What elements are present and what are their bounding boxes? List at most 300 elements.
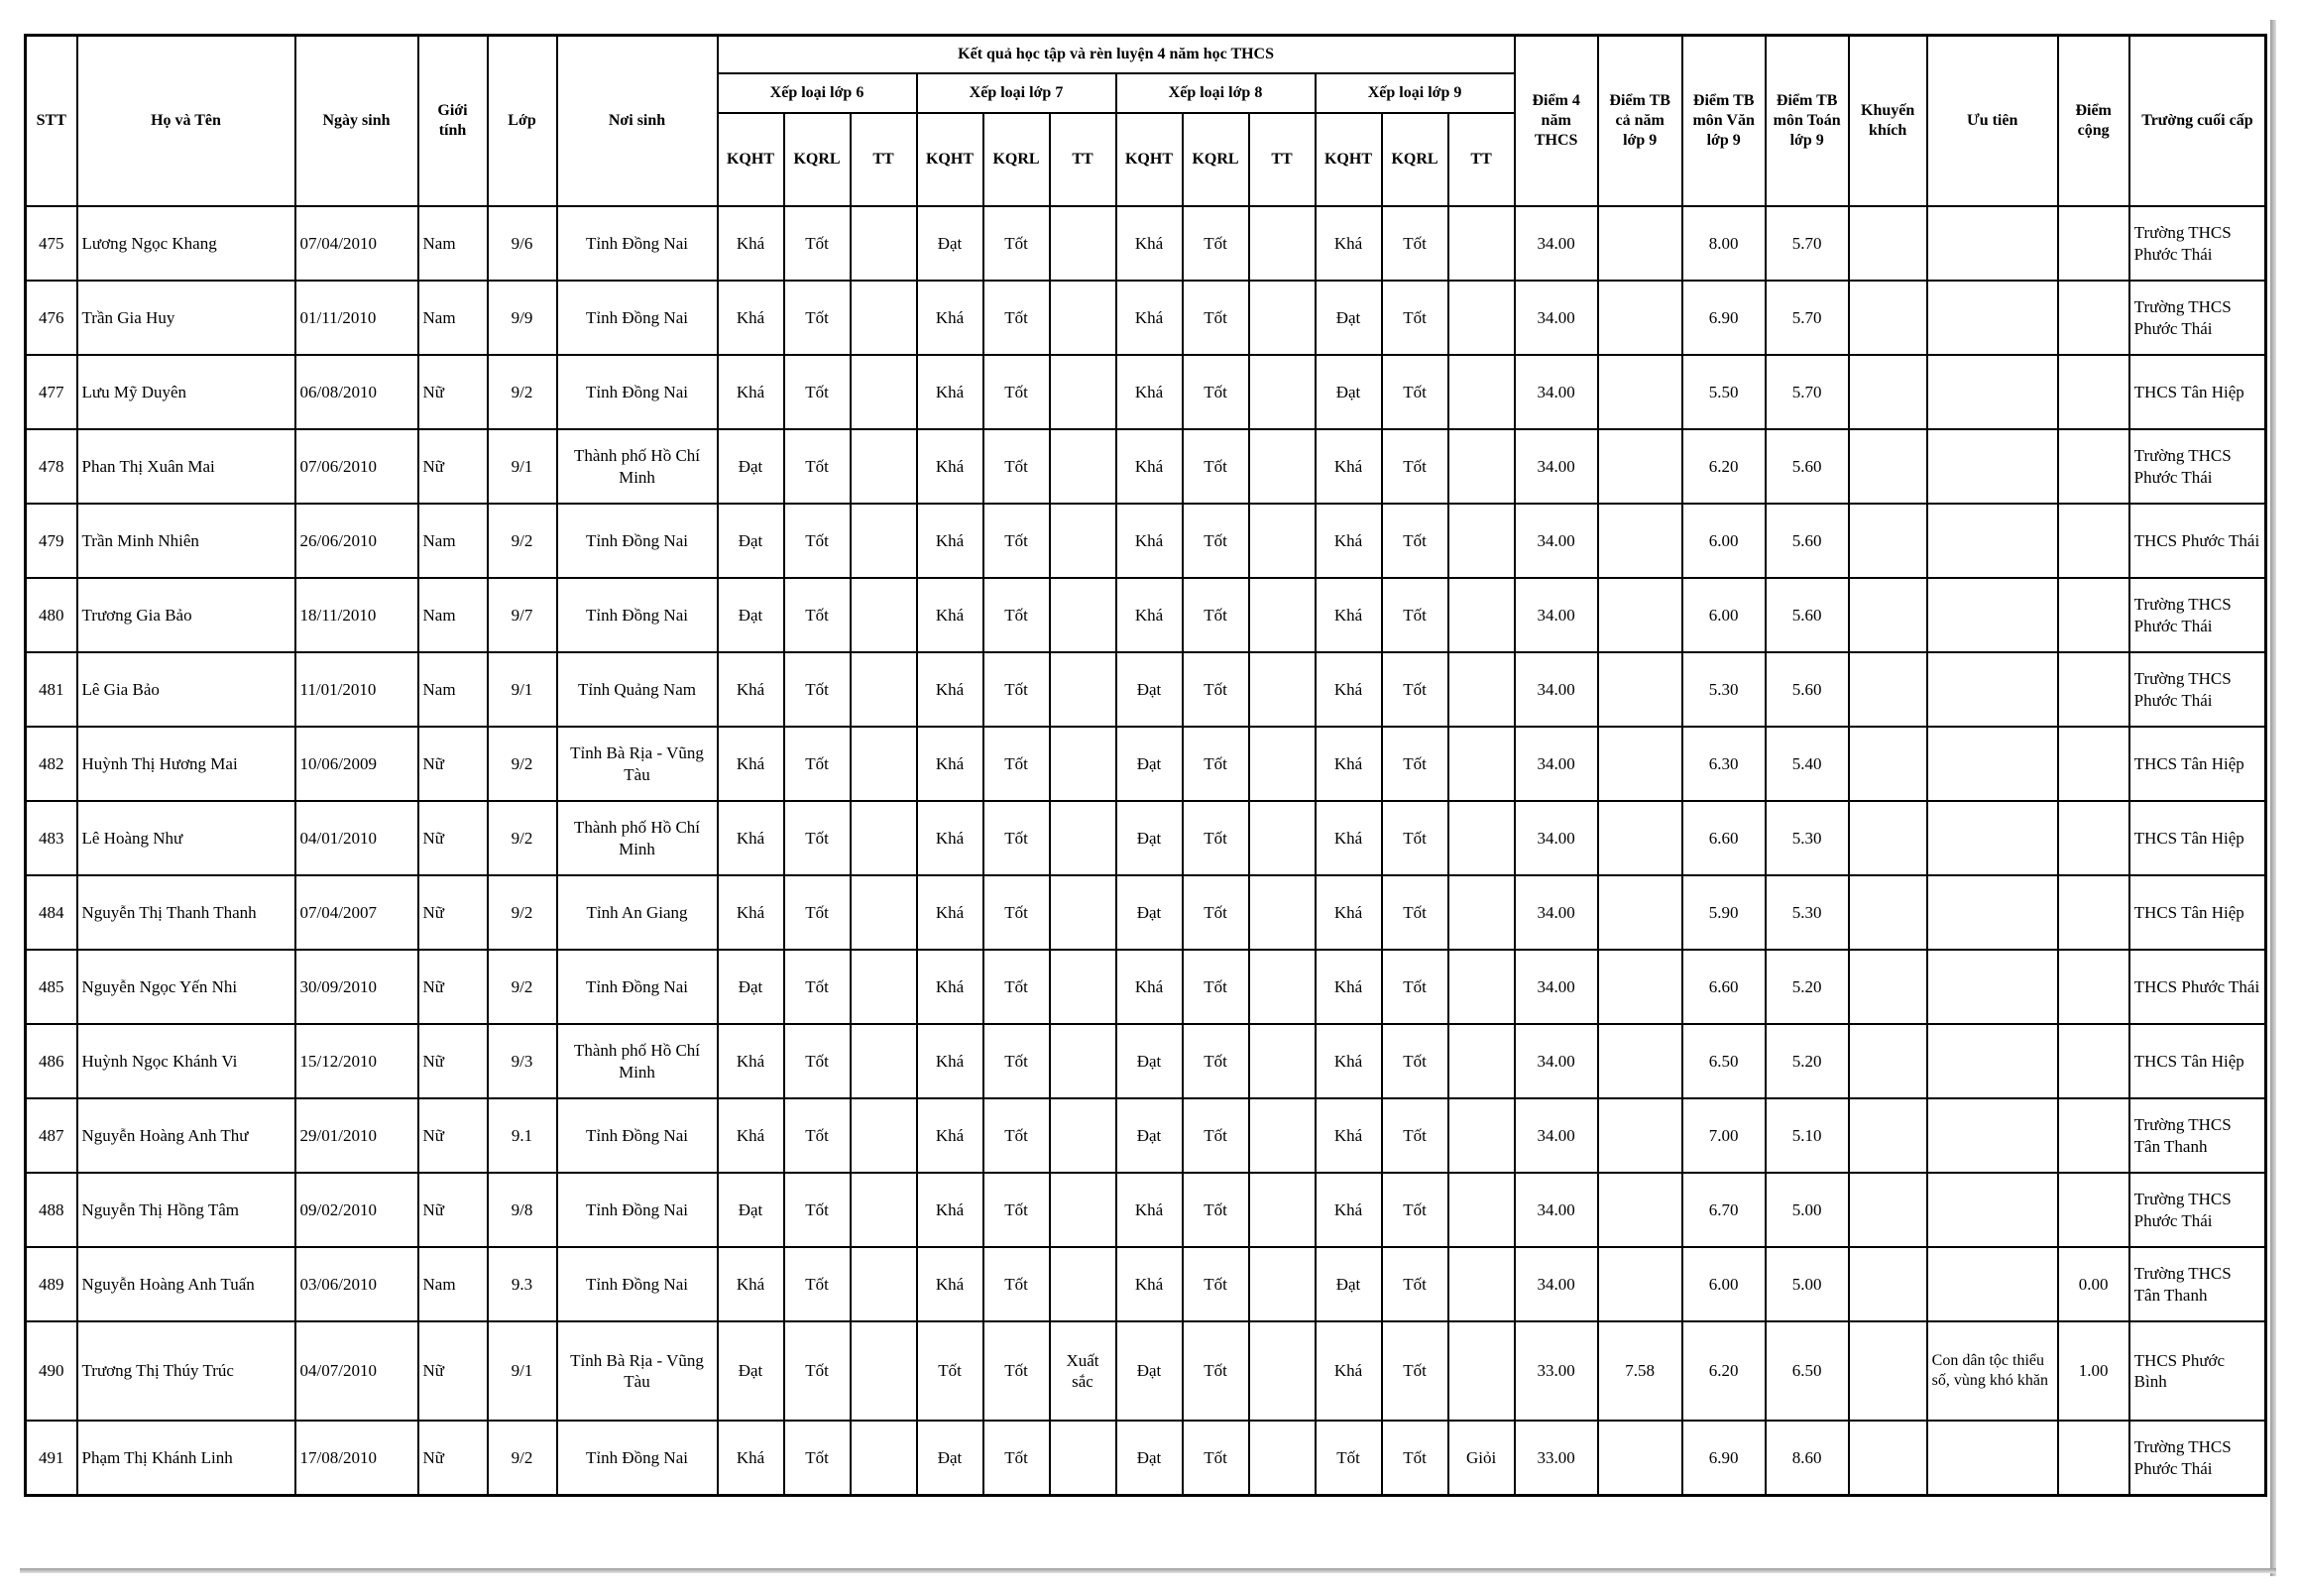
cell-bonus	[2058, 1421, 2129, 1496]
cell-g6-tt	[851, 801, 917, 875]
cell-g8-kqrl: Tốt	[1183, 1421, 1249, 1496]
cell-priority	[1927, 801, 2058, 875]
cell-g6-kqrl: Tốt	[784, 429, 851, 504]
cell-priority	[1927, 1098, 2058, 1173]
cell-priority	[1927, 1024, 2058, 1098]
cell-g9-kqht: Khá	[1316, 727, 1382, 801]
cell-birthplace: Tỉnh Bà Rịa - Vũng Tàu	[557, 727, 718, 801]
cell-g6-kqht: Khá	[718, 1421, 784, 1496]
cell-avg9	[1598, 1173, 1682, 1247]
cell-g7-kqht: Khá	[917, 504, 983, 578]
cell-class: 9/2	[488, 801, 557, 875]
cell-lit9: 7.00	[1682, 1098, 1766, 1173]
col-g9-tt: TT	[1448, 113, 1515, 206]
cell-g9-tt	[1448, 1321, 1515, 1421]
cell-g6-kqrl: Tốt	[784, 1421, 851, 1496]
cell-name: Huỳnh Ngọc Khánh Vi	[77, 1024, 295, 1098]
cell-birthplace: Tỉnh Đồng Nai	[557, 1173, 718, 1247]
cell-g7-kqht: Khá	[917, 1098, 983, 1173]
cell-g9-kqrl: Tốt	[1382, 801, 1448, 875]
cell-g6-kqrl: Tốt	[784, 1098, 851, 1173]
cell-g7-kqrl: Tốt	[983, 652, 1050, 727]
cell-bonus	[2058, 281, 2129, 355]
cell-g8-kqht: Khá	[1116, 429, 1183, 504]
cell-g9-kqrl: Tốt	[1382, 206, 1448, 281]
cell-g9-kqrl: Tốt	[1382, 1421, 1448, 1496]
table-row	[26, 1173, 2266, 1247]
cell-encourage	[1849, 578, 1927, 652]
cell-birthplace: Tỉnh Bà Rịa - Vũng Tàu	[557, 1321, 718, 1421]
cell-g7-kqht: Khá	[917, 1024, 983, 1098]
cell-stt: 481	[26, 652, 77, 727]
cell-g8-tt	[1249, 206, 1316, 281]
cell-g6-tt	[851, 875, 917, 950]
cell-avg9	[1598, 281, 1682, 355]
cell-name: Lương Ngọc Khang	[77, 206, 295, 281]
cell-score4: 33.00	[1515, 1421, 1598, 1496]
table-row	[26, 355, 2266, 429]
cell-g7-tt	[1050, 1024, 1116, 1098]
cell-dob: 01/11/2010	[295, 281, 418, 355]
table-row	[26, 652, 2266, 727]
cell-class: 9/3	[488, 1024, 557, 1098]
table-row	[26, 281, 2266, 355]
cell-class: 9.1	[488, 1098, 557, 1173]
cell-g6-tt	[851, 281, 917, 355]
cell-g9-tt	[1448, 281, 1515, 355]
cell-g7-kqrl: Tốt	[983, 1321, 1050, 1421]
col-g9-kqht: KQHT	[1316, 113, 1382, 206]
cell-encourage	[1849, 355, 1927, 429]
cell-g6-kqrl: Tốt	[784, 801, 851, 875]
col-school: Trường cuối cấp	[2129, 36, 2266, 207]
cell-g9-tt	[1448, 1173, 1515, 1247]
table-row	[26, 727, 2266, 801]
cell-g8-kqht: Đạt	[1116, 1321, 1183, 1421]
cell-dob: 30/09/2010	[295, 950, 418, 1024]
cell-encourage	[1849, 727, 1927, 801]
cell-school: Trường THCS Phước Thái	[2129, 206, 2266, 281]
cell-avg9	[1598, 1421, 1682, 1496]
cell-bonus	[2058, 875, 2129, 950]
cell-gender: Nữ	[418, 1321, 488, 1421]
cell-stt: 478	[26, 429, 77, 504]
cell-lit9: 6.30	[1682, 727, 1766, 801]
cell-name: Trần Minh Nhiên	[77, 504, 295, 578]
cell-g7-kqrl: Tốt	[983, 950, 1050, 1024]
cell-g8-kqrl: Tốt	[1183, 355, 1249, 429]
cell-bonus: 0.00	[2058, 1247, 2129, 1321]
cell-avg9	[1598, 1247, 1682, 1321]
cell-stt: 479	[26, 504, 77, 578]
cell-name: Nguyễn Hoàng Anh Thư	[77, 1098, 295, 1173]
col-grade6: Xếp loại lớp 6	[718, 73, 917, 113]
cell-lit9: 6.20	[1682, 429, 1766, 504]
cell-g8-kqht: Khá	[1116, 1173, 1183, 1247]
cell-stt: 482	[26, 727, 77, 801]
cell-dob: 26/06/2010	[295, 504, 418, 578]
col-name: Họ và Tên	[77, 36, 295, 207]
cell-g6-tt	[851, 206, 917, 281]
cell-gender: Nữ	[418, 429, 488, 504]
cell-lit9: 5.30	[1682, 652, 1766, 727]
cell-g6-kqht: Đạt	[718, 1173, 784, 1247]
cell-g7-kqht: Khá	[917, 1173, 983, 1247]
table-row	[26, 429, 2266, 504]
cell-g9-kqht: Khá	[1316, 801, 1382, 875]
cell-g6-tt	[851, 1321, 917, 1421]
cell-bonus	[2058, 504, 2129, 578]
cell-class: 9/6	[488, 206, 557, 281]
cell-bonus	[2058, 1173, 2129, 1247]
col-g6-kqht: KQHT	[718, 113, 784, 206]
cell-g8-kqht: Khá	[1116, 281, 1183, 355]
cell-g8-tt	[1249, 1024, 1316, 1098]
cell-g9-kqht: Khá	[1316, 504, 1382, 578]
cell-birthplace: Tỉnh Quảng Nam	[557, 652, 718, 727]
cell-g6-kqrl: Tốt	[784, 652, 851, 727]
cell-g7-tt	[1050, 727, 1116, 801]
col-avg9: Điểm TB cả năm lớp 9	[1598, 36, 1682, 207]
cell-g7-kqrl: Tốt	[983, 875, 1050, 950]
cell-g6-kqht: Đạt	[718, 504, 784, 578]
cell-encourage	[1849, 281, 1927, 355]
cell-birthplace: Thành phố Hồ Chí Minh	[557, 429, 718, 504]
cell-gender: Nam	[418, 1247, 488, 1321]
cell-g6-tt	[851, 578, 917, 652]
cell-g8-tt	[1249, 1421, 1316, 1496]
cell-encourage	[1849, 652, 1927, 727]
cell-score4: 34.00	[1515, 281, 1598, 355]
cell-math9: 5.70	[1766, 281, 1849, 355]
col-g8-kqrl: KQRL	[1183, 113, 1249, 206]
cell-g7-tt	[1050, 355, 1116, 429]
cell-name: Lê Hoàng Như	[77, 801, 295, 875]
cell-g9-kqrl: Tốt	[1382, 727, 1448, 801]
cell-g7-tt	[1050, 206, 1116, 281]
cell-school: THCS Tân Hiệp	[2129, 1024, 2266, 1098]
table-header	[26, 36, 2266, 207]
cell-school: THCS Phước Thái	[2129, 950, 2266, 1024]
table-body	[26, 206, 2266, 1496]
cell-g7-tt	[1050, 578, 1116, 652]
cell-name: Trần Gia Huy	[77, 281, 295, 355]
cell-priority	[1927, 652, 2058, 727]
cell-priority: Con dân tộc thiểu số, vùng khó khăn	[1927, 1321, 2058, 1421]
cell-g9-kqht: Khá	[1316, 875, 1382, 950]
cell-bonus	[2058, 801, 2129, 875]
cell-avg9	[1598, 652, 1682, 727]
cell-g8-tt	[1249, 1247, 1316, 1321]
cell-g6-kqht: Khá	[718, 1247, 784, 1321]
results-table	[24, 34, 2267, 1497]
cell-g9-kqrl: Tốt	[1382, 875, 1448, 950]
cell-stt: 489	[26, 1247, 77, 1321]
cell-g8-tt	[1249, 429, 1316, 504]
cell-g9-tt	[1448, 652, 1515, 727]
col-grade7: Xếp loại lớp 7	[917, 73, 1116, 113]
cell-g9-tt	[1448, 578, 1515, 652]
cell-class: 9.3	[488, 1247, 557, 1321]
cell-dob: 04/07/2010	[295, 1321, 418, 1421]
cell-g9-tt	[1448, 875, 1515, 950]
cell-encourage	[1849, 429, 1927, 504]
cell-g9-kqrl: Tốt	[1382, 950, 1448, 1024]
cell-g8-kqrl: Tốt	[1183, 429, 1249, 504]
cell-school: THCS Tân Hiệp	[2129, 727, 2266, 801]
table-row	[26, 950, 2266, 1024]
cell-g6-kqht: Khá	[718, 281, 784, 355]
cell-g6-tt	[851, 727, 917, 801]
cell-dob: 06/08/2010	[295, 355, 418, 429]
cell-bonus	[2058, 206, 2129, 281]
cell-gender: Nữ	[418, 355, 488, 429]
table-row	[26, 1247, 2266, 1321]
cell-avg9	[1598, 875, 1682, 950]
cell-bonus	[2058, 578, 2129, 652]
cell-g6-kqrl: Tốt	[784, 727, 851, 801]
cell-g7-kqht: Tốt	[917, 1321, 983, 1421]
cell-encourage	[1849, 1098, 1927, 1173]
cell-g6-kqrl: Tốt	[784, 355, 851, 429]
cell-school: THCS Tân Hiệp	[2129, 355, 2266, 429]
cell-g7-kqht: Khá	[917, 950, 983, 1024]
cell-birthplace: Tỉnh Đồng Nai	[557, 281, 718, 355]
cell-g8-kqht: Đạt	[1116, 801, 1183, 875]
cell-lit9: 6.00	[1682, 578, 1766, 652]
cell-avg9	[1598, 801, 1682, 875]
col-dob: Ngày sinh	[295, 36, 418, 207]
table-row	[26, 1321, 2266, 1421]
cell-g9-kqht: Khá	[1316, 652, 1382, 727]
cell-g7-kqrl: Tốt	[983, 355, 1050, 429]
col-lit9: Điểm TB môn Văn lớp 9	[1682, 36, 1766, 207]
cell-school: THCS Phước Bình	[2129, 1321, 2266, 1421]
cell-g8-tt	[1249, 950, 1316, 1024]
cell-avg9	[1598, 504, 1682, 578]
cell-school: Trường THCS Phước Thái	[2129, 578, 2266, 652]
cell-lit9: 6.00	[1682, 1247, 1766, 1321]
cell-birthplace: Tỉnh Đồng Nai	[557, 1098, 718, 1173]
cell-priority	[1927, 950, 2058, 1024]
cell-encourage	[1849, 1321, 1927, 1421]
cell-gender: Nữ	[418, 950, 488, 1024]
cell-g7-kqht: Khá	[917, 1247, 983, 1321]
cell-gender: Nữ	[418, 1098, 488, 1173]
cell-g8-kqrl: Tốt	[1183, 950, 1249, 1024]
cell-math9: 6.50	[1766, 1321, 1849, 1421]
cell-g7-tt	[1050, 875, 1116, 950]
cell-bonus	[2058, 950, 2129, 1024]
cell-g8-kqrl: Tốt	[1183, 206, 1249, 281]
cell-school: Trường THCS Phước Thái	[2129, 1421, 2266, 1496]
cell-g8-kqrl: Tốt	[1183, 281, 1249, 355]
cell-stt: 484	[26, 875, 77, 950]
cell-g7-kqrl: Tốt	[983, 1173, 1050, 1247]
cell-school: THCS Phước Thái	[2129, 504, 2266, 578]
cell-encourage	[1849, 950, 1927, 1024]
cell-g7-kqrl: Tốt	[983, 1098, 1050, 1173]
cell-name: Nguyễn Thị Thanh Thanh	[77, 875, 295, 950]
cell-score4: 34.00	[1515, 206, 1598, 281]
cell-g6-kqrl: Tốt	[784, 1173, 851, 1247]
cell-school: Trường THCS Tân Thanh	[2129, 1098, 2266, 1173]
cell-g8-tt	[1249, 504, 1316, 578]
cell-birthplace: Tỉnh Đồng Nai	[557, 206, 718, 281]
cell-score4: 34.00	[1515, 578, 1598, 652]
cell-dob: 04/01/2010	[295, 801, 418, 875]
cell-stt: 490	[26, 1321, 77, 1421]
cell-g9-kqht: Khá	[1316, 1173, 1382, 1247]
cell-g6-kqrl: Tốt	[784, 206, 851, 281]
cell-g8-tt	[1249, 281, 1316, 355]
cell-g8-kqht: Khá	[1116, 504, 1183, 578]
col-grade8: Xếp loại lớp 8	[1116, 73, 1316, 113]
cell-g7-kqht: Khá	[917, 801, 983, 875]
cell-lit9: 6.60	[1682, 801, 1766, 875]
cell-school: Trường THCS Tân Thanh	[2129, 1247, 2266, 1321]
cell-g7-kqrl: Tốt	[983, 504, 1050, 578]
cell-g6-tt	[851, 950, 917, 1024]
cell-gender: Nữ	[418, 801, 488, 875]
table-row	[26, 801, 2266, 875]
cell-g7-kqrl: Tốt	[983, 1247, 1050, 1321]
cell-g8-kqht: Đạt	[1116, 1421, 1183, 1496]
cell-g8-kqrl: Tốt	[1183, 875, 1249, 950]
cell-stt: 487	[26, 1098, 77, 1173]
cell-class: 9/1	[488, 1321, 557, 1421]
cell-encourage	[1849, 801, 1927, 875]
cell-g6-kqrl: Tốt	[784, 578, 851, 652]
cell-priority	[1927, 206, 2058, 281]
cell-g8-kqrl: Tốt	[1183, 1098, 1249, 1173]
table-row	[26, 504, 2266, 578]
cell-birthplace: Thành phố Hồ Chí Minh	[557, 801, 718, 875]
cell-g6-kqht: Đạt	[718, 578, 784, 652]
cell-g9-kqrl: Tốt	[1382, 1247, 1448, 1321]
cell-avg9	[1598, 950, 1682, 1024]
col-class: Lớp	[488, 36, 557, 207]
col-score4: Điểm 4 năm THCS	[1515, 36, 1598, 207]
cell-g8-kqrl: Tốt	[1183, 1321, 1249, 1421]
cell-g9-kqht: Khá	[1316, 1024, 1382, 1098]
cell-encourage	[1849, 1247, 1927, 1321]
cell-priority	[1927, 355, 2058, 429]
col-g6-kqrl: KQRL	[784, 113, 851, 206]
cell-score4: 34.00	[1515, 355, 1598, 429]
cell-g7-kqrl: Tốt	[983, 1024, 1050, 1098]
cell-name: Phan Thị Xuân Mai	[77, 429, 295, 504]
cell-g9-kqrl: Tốt	[1382, 1098, 1448, 1173]
col-gender: Giới tính	[418, 36, 488, 207]
cell-birthplace: Tỉnh An Giang	[557, 875, 718, 950]
cell-stt: 475	[26, 206, 77, 281]
document-page	[24, 34, 2264, 1560]
cell-g9-tt	[1448, 1098, 1515, 1173]
cell-gender: Nam	[418, 578, 488, 652]
col-encourage: Khuyến khích	[1849, 36, 1927, 207]
cell-g9-tt	[1448, 206, 1515, 281]
col-g8-tt: TT	[1249, 113, 1316, 206]
cell-g7-tt	[1050, 1098, 1116, 1173]
cell-gender: Nam	[418, 206, 488, 281]
cell-school: Trường THCS Phước Thái	[2129, 281, 2266, 355]
cell-birthplace: Tỉnh Đồng Nai	[557, 1247, 718, 1321]
cell-g7-kqrl: Tốt	[983, 281, 1050, 355]
cell-g9-tt	[1448, 429, 1515, 504]
cell-math9: 5.60	[1766, 578, 1849, 652]
cell-g7-kqrl: Tốt	[983, 206, 1050, 281]
cell-priority	[1927, 429, 2058, 504]
cell-score4: 34.00	[1515, 652, 1598, 727]
cell-g8-kqrl: Tốt	[1183, 1173, 1249, 1247]
cell-g7-tt	[1050, 504, 1116, 578]
cell-lit9: 6.90	[1682, 281, 1766, 355]
cell-encourage	[1849, 875, 1927, 950]
cell-g8-kqht: Đạt	[1116, 875, 1183, 950]
cell-g8-kqht: Khá	[1116, 950, 1183, 1024]
cell-g6-kqrl: Tốt	[784, 281, 851, 355]
cell-g8-kqht: Đạt	[1116, 652, 1183, 727]
cell-g9-kqht: Khá	[1316, 950, 1382, 1024]
cell-g7-tt	[1050, 950, 1116, 1024]
cell-g6-kqrl: Tốt	[784, 504, 851, 578]
cell-encourage	[1849, 504, 1927, 578]
cell-birthplace: Tỉnh Đồng Nai	[557, 578, 718, 652]
cell-g9-tt	[1448, 1024, 1515, 1098]
cell-g9-tt	[1448, 355, 1515, 429]
cell-g6-kqht: Khá	[718, 1024, 784, 1098]
cell-g9-kqrl: Tốt	[1382, 578, 1448, 652]
cell-g8-kqht: Khá	[1116, 1247, 1183, 1321]
cell-stt: 477	[26, 355, 77, 429]
col-birthplace: Nơi sinh	[557, 36, 718, 207]
page-shadow-bottom	[20, 1568, 2276, 1573]
col-g8-kqht: KQHT	[1116, 113, 1183, 206]
cell-g7-kqht: Khá	[917, 652, 983, 727]
cell-bonus	[2058, 652, 2129, 727]
cell-g7-tt	[1050, 429, 1116, 504]
cell-score4: 34.00	[1515, 1247, 1598, 1321]
cell-name: Lưu Mỹ Duyên	[77, 355, 295, 429]
cell-priority	[1927, 875, 2058, 950]
cell-dob: 15/12/2010	[295, 1024, 418, 1098]
col-g6-tt: TT	[851, 113, 917, 206]
cell-g9-tt	[1448, 727, 1515, 801]
cell-class: 9/2	[488, 504, 557, 578]
cell-math9: 8.60	[1766, 1421, 1849, 1496]
cell-class: 9/8	[488, 1173, 557, 1247]
cell-g8-kqht: Khá	[1116, 206, 1183, 281]
cell-priority	[1927, 578, 2058, 652]
cell-lit9: 6.20	[1682, 1321, 1766, 1421]
cell-g6-tt	[851, 1421, 917, 1496]
col-bonus: Điểm cộng	[2058, 36, 2129, 207]
cell-avg9	[1598, 1098, 1682, 1173]
cell-dob: 09/02/2010	[295, 1173, 418, 1247]
cell-name: Nguyễn Hoàng Anh Tuấn	[77, 1247, 295, 1321]
cell-lit9: 6.60	[1682, 950, 1766, 1024]
cell-g9-kqrl: Tốt	[1382, 281, 1448, 355]
cell-lit9: 6.90	[1682, 1421, 1766, 1496]
cell-avg9	[1598, 429, 1682, 504]
cell-name: Phạm Thị Khánh Linh	[77, 1421, 295, 1496]
cell-lit9: 6.70	[1682, 1173, 1766, 1247]
cell-g7-kqht: Khá	[917, 429, 983, 504]
cell-g8-kqrl: Tốt	[1183, 1024, 1249, 1098]
cell-lit9: 8.00	[1682, 206, 1766, 281]
cell-g6-kqht: Khá	[718, 206, 784, 281]
